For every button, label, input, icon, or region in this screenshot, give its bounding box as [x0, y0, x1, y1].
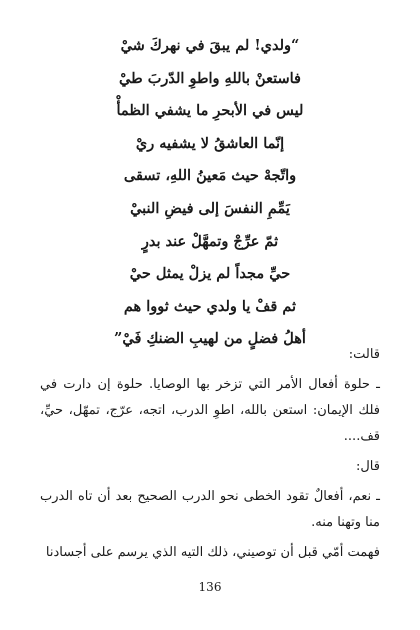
poem-line-4: إنّما العاشقُ لا يشفيه ريْ	[135, 134, 285, 152]
prose-block	[40, 342, 380, 566]
poem-line-2: فاستعنْ باللهِ واطوِ الدّربَ طيْ	[119, 69, 301, 87]
narration-paragraph: فهمت أمّي قبل أن توصيني، ذلك التيه الذي يرسم على أجسادنا	[45, 545, 380, 560]
speaker-label-he-said: قال:	[355, 459, 380, 474]
speaker-label-she-said: قالت:	[348, 347, 380, 362]
poem-line-7: ثمّ عرِّجْ وتمهَّلْ عند بدرٍ	[141, 232, 279, 250]
poem-line-8: حيِّ مجداً لم يزلْ يمثل حيْ	[129, 265, 291, 283]
poem-line-9: ثم قفْ يا ولدي حيث ثووا هم	[123, 297, 297, 315]
poem-line-10: أهلُ فضلٍ من لهيبِ الضنكِ فَيْ”	[114, 330, 306, 348]
dialogue-paragraph-1: ـ حلوة أفعال الأمر التي تزخر بها الوصايا. حلوة إن دارت في فلك الإيمان: استعن بالله، اطوِ الدرب، اتجه، عرّج، تمهّل، حيِّ، قف....	[40, 377, 380, 444]
poem-line-5: واتّجهْ حيث مَعينُ اللهِ، تسقى	[123, 167, 297, 185]
poem-line-6: يَمِّمِ النفسَ إلى فيضِ النبيْ	[130, 199, 290, 217]
poem-line-3: ليس في الأبحرِ ما يشفي الظمأْ	[116, 102, 304, 120]
poem-block	[0, 30, 420, 356]
page-number: 136	[198, 580, 222, 594]
poem-line-1: “ولدي! لم يبقَ في نهركَ شيْ	[120, 37, 300, 54]
dialogue-paragraph-2: ـ نعم، أفعالٌ تقود الخطى نحو الدرب الصحيح بعد أن تاه الدرب منا وتهنا منه.	[40, 489, 380, 530]
